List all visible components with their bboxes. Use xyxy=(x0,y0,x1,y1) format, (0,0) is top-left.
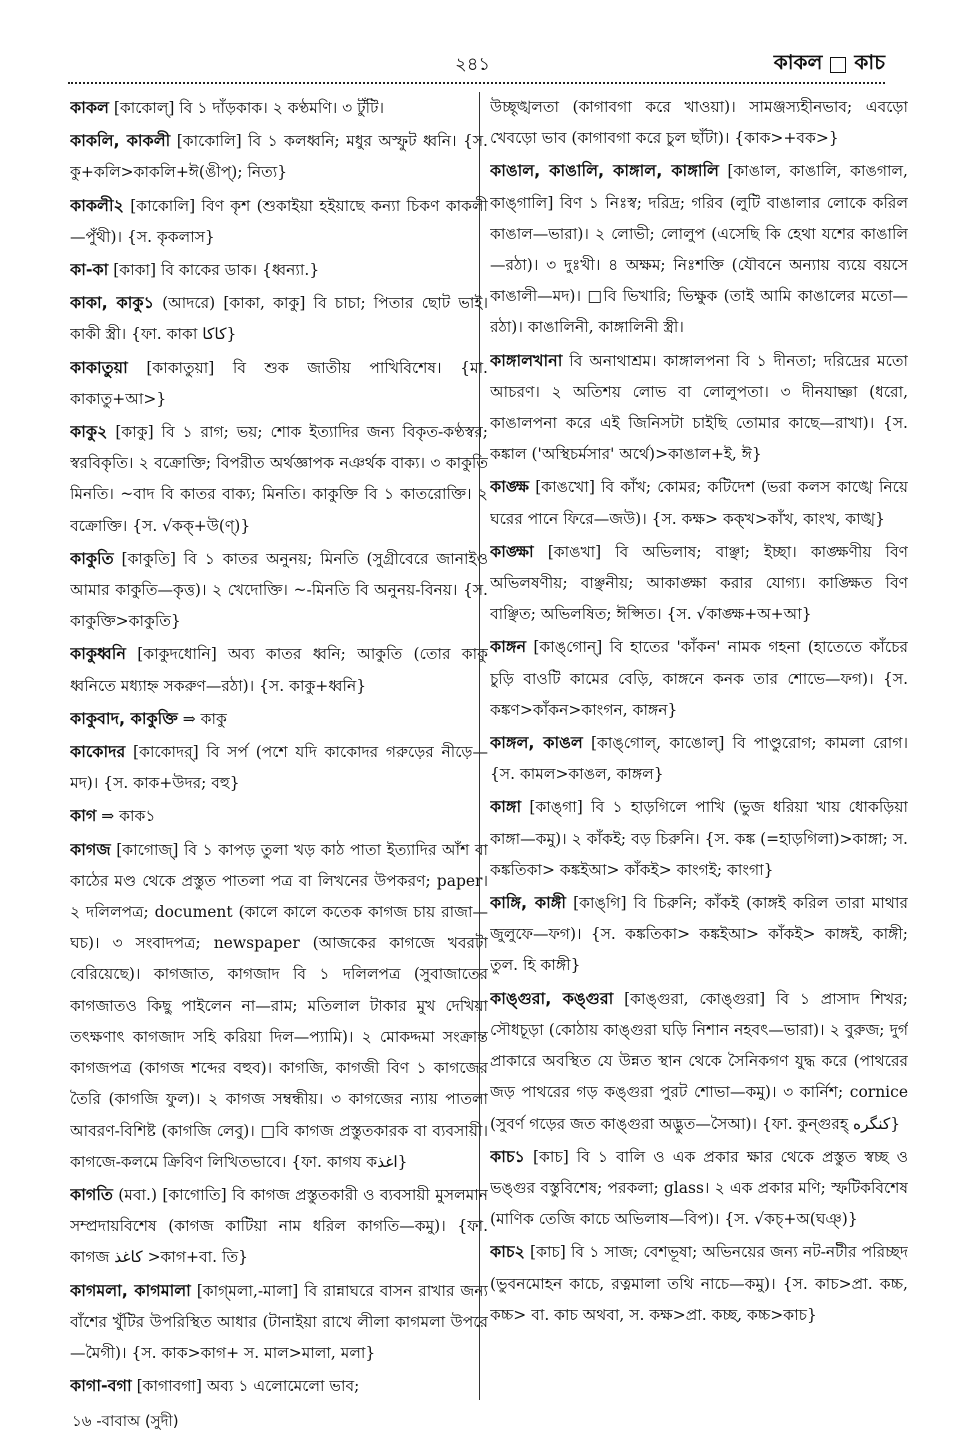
entry-definition: ⇒ কাকু xyxy=(182,709,227,728)
entry-headword: কাকা, কাকু১ xyxy=(70,293,154,313)
dictionary-entry xyxy=(490,155,908,343)
entry-headword: কাচ২ xyxy=(490,1242,525,1262)
entry-definition: [কাঙখা] বি অভিলাষ; বাঞ্ছা; ইচ্ছা। কাঙ্ক্ষণীয় বিণ অভিলষণীয়; বাঞ্ছনীয়; আকাঙ্ক্ষা করার যোগ্য। কাঙ্ক্ষিত বিণ বাঞ্ছিত; অভিলষিত; ঈপ্সিত। {স. √কাঙ্ক্ষ+অ+আ} xyxy=(490,542,908,624)
dictionary-entry xyxy=(70,416,488,542)
dictionary-entry xyxy=(490,536,908,631)
entry-headword: কাকাতুয়া xyxy=(70,357,128,377)
entry-headword: কাঙাল, কাঙালি, কাঙ্গাল, কাঙ্গালি xyxy=(490,161,719,181)
entry-definition: [কাগাবগা] অব্য ১ এলোমেলো ভাব; xyxy=(136,1377,360,1396)
dictionary-entry xyxy=(70,834,488,1178)
entry-headword: কাচ১ xyxy=(490,1146,525,1166)
dictionary-entry xyxy=(70,125,488,188)
header-rule xyxy=(68,82,885,84)
dictionary-entry xyxy=(70,1370,488,1400)
entry-definition: [কাঙ্‌গি] বি চিরুনি; কাঁকই (কাঙ্গই করিল তারা মাথার জুলুফে—ফগ)। {স. কঙ্কতিকা> কঙ্কইআ> কাঁকই> কাঙ্গই, কাঙ্গী; তুল. হি কাঙ্গী} xyxy=(490,894,908,975)
entry-definition: [কাগ্‌মলা,-মালা] বি রান্নাঘরে বাসন রাখার জন্য বাঁশের খুঁটির উপরিস্থিত আধার (টানাইয়া রাখে লীলা কাগমলা উপরে—মৈগী)। {স. কাক>কাগ+ স. মাল>মালা, মলা} xyxy=(70,1281,488,1362)
right-column xyxy=(490,92,908,1400)
left-column xyxy=(70,92,488,1400)
dictionary-entry xyxy=(70,352,488,415)
entry-headword: কাঙ্ক্ষ xyxy=(490,477,529,497)
dictionary-entry xyxy=(70,703,488,735)
dictionary-entry xyxy=(490,887,908,982)
guide-separator-box xyxy=(830,57,846,73)
dictionary-entry xyxy=(70,190,488,253)
dictionary-entry xyxy=(490,727,908,790)
entry-definition: [কাঙ্‌গা] বি ১ হাড়গিলে পাখি (ভুজ ধরিয়া খায় ধোকড়িয়া কাঙ্গা—কমু)। ২ কাঁকই; বড় চিরুনি। {স. কঙ্ক (=হাড়গিলা)>কাঙ্গা; স. কঙ্কতিকা> কঙ্কইআ> কাঁকই> কাংগই; কাংগা} xyxy=(490,798,908,879)
dictionary-entry xyxy=(70,254,488,286)
guide-word-last: কাচ xyxy=(854,50,885,74)
dictionary-entry xyxy=(70,638,488,701)
dictionary-entry xyxy=(70,736,488,799)
entry-headword: কাঙ্গা xyxy=(490,797,522,817)
entry-definition: (আদরে) [কাকা, কাকু] বি চাচা; পিতার ছোট ভাই। কাকী স্ত্রী। {ফা. কাকা کاکا} xyxy=(70,294,488,344)
dictionary-entry xyxy=(490,791,908,886)
dictionary-entry xyxy=(490,631,908,726)
entry-headword: কাঙ্গুরা, কঙ্গুরা xyxy=(490,988,614,1008)
entry-headword: কাঙ্গল, কাঙল xyxy=(490,733,583,753)
dictionary-entry xyxy=(490,345,908,471)
entry-definition: ⇒ কাক১ xyxy=(101,807,156,826)
entry-headword: কাঙ্গালখানা xyxy=(490,350,563,370)
entry-definition: [কাঙ্‌গোন্] বি হাতের 'কাঁকন' নামক গহনা (হাতেতে কাঁচের চুড়ি বাওটি কামের বেড়ি, কাঙ্গনে কনক তার শোভে—ফগ)। {স. কঙ্কণ>কাঁকন>কাংগন, কাঙ্গন} xyxy=(490,638,908,719)
entry-definition: [কাকা] বি কাকের ডাক। {ধ্বন্যা.} xyxy=(113,261,320,280)
entry-definition: [কাকোল্] বি ১ দাঁড়কাক। ২ কণ্ঠমণি। ৩ টুঁটি। xyxy=(113,99,385,117)
entry-headword: কাগ xyxy=(70,806,97,826)
entry-headword: কাঙ্গন xyxy=(490,637,526,657)
entry-headword: কাকুবাদ, কাকুক্তি xyxy=(70,708,178,728)
guide-word-first: কাকল xyxy=(773,50,823,74)
entry-definition: [কাগোজ্] বি ১ কাপড় তুলা খড় কাঠ পাতা ইত্যাদির আঁশ বা কাঠের মণ্ড থেকে প্রস্তুত পাতলা পত্র বা লিখনের উপকরণ; paper। ২ দলিলপত্র; document (কালে কালে কতেক কাগজ চায় রাজা—ঘচ)। ৩ সংবাদপত্র; newspaper (আজকের কাগজে খবরটা বেরিয়েছে)। কাগজাত, কাগজাদ বি ১ দলিলপত্র (সুবাজাতের কাগজাতও কিছু পাইলেন না—রাম; মতিলাল টাকার মুখ দেখিয়া তৎক্ষণাৎ কাগজাদ সহি করিয়া দিল—প্যামি)। ২ মোকদ্দমা সংক্রান্ত কাগজপত্র (কাগজ শব্দের বহুব)। কাগজি, কাগজী বিণ ১ কাগজের তৈরি (কাগজি ফুল)। ২ কাগজ সম্বন্ধীয়। ৩ কাগজের ন্যায় পাতলা আবরণ-বিশিষ্ট (কাগজি লেবু)। □বি কাগজ প্রস্তুতকারক বা ব্যবসায়ী। কাগজে-কলমে ক্রিবিণ লিখিতভাবে। {ফা. কাগয কاغذ} xyxy=(70,840,488,1171)
entry-headword: কাগমলা, কাগমালা xyxy=(70,1280,191,1300)
dictionary-entry xyxy=(70,92,488,124)
entry-definition: উচ্ছৃঙ্খলতা (কাগাবগা করে খাওয়া)। সামঞ্জস্যহীনভাব; এবড়ো খেবড়ো ভাব (কাগাবগা করে চুল ছাঁটা)। {কাক>+বক>} xyxy=(490,98,908,148)
dictionary-entry xyxy=(490,983,908,1140)
entry-headword: কাকু২ xyxy=(70,422,108,442)
entry-headword: কাকলি, কাকলী xyxy=(70,131,171,151)
entry-definition: [কাঙ্‌গোল্, কাঙোল্] বি পাণ্ডুরোগ; কামলা রোগ। {স. কামল>কাঙল, কাঙ্গল} xyxy=(490,734,908,784)
entry-definition: [কাচ] বি ১ বালি ও এক প্রকার ক্ষার থেকে প্রস্তুত স্বচ্ছ ও ভঙ্গুর বস্তুবিশেষ; পরকলা; glass। ২ এক প্রকার মণি; স্ফটিকবিশেষ (মাণিক তেজি কাচে অভিলাষ—বিপ)। {স. √কচ্+অ(ঘঞ্)} xyxy=(490,1147,908,1229)
entry-definition: [কাকু] বি ১ রাগ; ভয়; শোক ইত্যাদির জন্য বিকৃত-কণ্ঠস্বর; স্বরবিকৃতি। ২ বক্রোক্তি; বিপরীত অর্থজ্ঞাপক নঞর্থক বাক্য। ৩ কাকুতি মিনতি। ~বাদ বি কাতর বাক্য; মিনতি। কাকুক্তি বি ১ কাতরোক্তি। ২ বক্রোক্তি। {স. √কক্+উ(ণ্)} xyxy=(70,423,488,535)
entry-definition: [কাঙ্‌গুরা, কোঙ্‌গুরা] বি ১ প্রাসাদ শিখর; সৌধচূড়া (কোঠায় কাঙ্গুরা ঘড়ি নিশান নহবৎ—ভারা)। ২ বুরুজ; দুর্গ প্রাকারে অবস্থিত যে উন্নত স্থান থেকে সৈনিকগণ যুদ্ধ করে (পাথরের জড় পাথরের গড় কঙ্গুরা পুরট শোভা—কমু)। ৩ কার্নিশ; cornice (সুবর্ণ গড়ের জত কাঙ্গুরা অদ্ভুত—সৈআ)। {ফা. কুন্‌গুরহ্ کنگره} xyxy=(490,989,908,1133)
entry-definition: [কাকাতুয়া] বি শুক জাতীয় পাখিবিশেষ। {মা. কাকাতু+আ>} xyxy=(70,358,488,408)
entry-headword: কাকোদর xyxy=(70,742,126,762)
dictionary-entry xyxy=(70,543,488,638)
dictionary-entry xyxy=(70,287,488,350)
entry-definition: [কাঙখো] বি কাঁখ; কোমর; কটিদেশ (ভরা কলস কাঙ্খে নিয়ে ঘরের পানে ফিরে—জউ)। {স. কক্ষ> কক্‌খ>কাঁখ, কাংখ, কাঙ্খ} xyxy=(490,478,908,528)
entry-headword: কাকুধ্বনি xyxy=(70,644,126,664)
dictionary-entry xyxy=(70,800,488,832)
guide-words xyxy=(774,48,885,81)
entry-definition: [কাকোলি] বি ১ কলধ্বনি; মধুর অস্ফুট ধ্বনি। {স. কু+কলি>কাকলি+ঈ(ঙীপ্); নিত্য} xyxy=(70,132,488,182)
entry-definition: [কাঙাল, কাঙালি, কাঙগাল, কাঙ্‌গালি] বিণ ১ নিঃস্ব; দরিদ্র; গরিব (লুটি বাঙালার লোকে করিল কাঙাল—ভারা)। ২ লোভী; লোলুপ (এসেছি কি হেথা যশের কাঙালি—রঠা)। ৩ দুঃখী। ৪ অক্ষম; নিঃশক্তি (যৌবনে অন্যায় ব্যয়ে বয়সে কাঙালী—মদ)। □বি ভিখারি; ভিক্ষুক (তাই আমি কাঙালের মতো—রঠা)। কাঙালিনী, কাঙ্গালিনী স্ত্রী। xyxy=(490,162,908,337)
page-number: ২৪১ xyxy=(455,54,491,75)
entry-headword: কাঙ্ক্ষা xyxy=(490,541,534,561)
column-divider xyxy=(479,92,480,1400)
dictionary-entry xyxy=(490,92,908,154)
entry-headword: কাগজ xyxy=(70,839,111,859)
footer-signature: ১৬ -বাবাঅ (সুদী) xyxy=(72,1412,179,1430)
entry-definition: বি অনাথাশ্রম। কাঙ্গালপনা বি ১ দীনতা; দরিদ্রের মতো আচরণ। ২ অতিশয় লোভ বা লোলুপতা। ৩ দীনযাচ্ঞা (ধরো, কাঙালপনা করে এই জিনিসটা চাইছি তোমার কাছে—রাখা)। {স. কঙ্কাল ('অস্থিচর্মসার' অর্থে)>কাঙাল+ই, ঈ} xyxy=(490,351,908,464)
dictionary-entry xyxy=(70,1179,488,1274)
entry-definition: [কাকুতি] বি ১ কাতর অনুনয়; মিনতি (সুগ্রীবেরে জানাইও আমার কাকুতি—কৃত্ত)। ২ খেদোক্তি। ~-মিনতি বি অনুনয়-বিনয়। {স. কাকুক্তি>কাকুতি} xyxy=(70,549,488,631)
entry-definition: [কাকোদর্] বি সর্প (পশে যদি কাকোদর গরুড়ের নীড়ে—মদ)। {স. কাক+উদর; বহু} xyxy=(70,743,488,793)
dictionary-entry xyxy=(490,1141,908,1236)
entry-headword: কাগতি xyxy=(70,1184,113,1204)
entry-headword: কাঙ্গি, কাঙ্গী xyxy=(490,893,566,913)
dictionary-entry xyxy=(70,1275,488,1370)
entry-definition: [কাচ] বি ১ সাজ; বেশভূষা; অভিনয়ের জন্য নট-নটীর পরিচ্ছদ (ভুবনমোহন কাচে, রত্নমালা তথি নাচে—কমু)। {স. কাচ>প্রা. কচ্চ, কচ্চ> বা. কাচ অথবা, স. কক্ষ>প্রা. কচ্ছ, কচ্চ>কাচ} xyxy=(490,1243,908,1324)
entry-headword: কাগা-বগা xyxy=(70,1376,132,1396)
entry-definition: [কাকোলি] বিণ কৃশ (শুকাইয়া হইয়াছে কন্যা চিকণ কাকলী—পুঁথী)। {স. কৃকলাস} xyxy=(70,196,488,246)
entry-definition: [কাকুদধোনি] অব্য কাতর ধ্বনি; আকুতি (তোর কাকু ধ্বনিতে মধ্যাহ্ন সকরুণ—রঠা)। {স. কাকু+ধ্বনি} xyxy=(70,645,488,695)
entry-definition: (মবা.) [কাগোতি] বি কাগজ প্রস্তুতকারী ও ব্যবসায়ী মুসলমান সম্প্রদায়বিশেষ (কাগজ কাটিয়া নাম ধরিল কাগতি—কমু)। {ফা. কাগজ کاغذ >কাগ+বা. তি} xyxy=(70,1185,488,1267)
dictionary-entry xyxy=(490,1236,908,1331)
entry-headword: কাকল xyxy=(70,98,109,117)
entry-headword: কা-কা xyxy=(70,260,109,280)
entry-headword: কাকলী২ xyxy=(70,195,124,215)
dictionary-entry xyxy=(490,471,908,534)
entry-headword: কাকুতি xyxy=(70,548,114,568)
